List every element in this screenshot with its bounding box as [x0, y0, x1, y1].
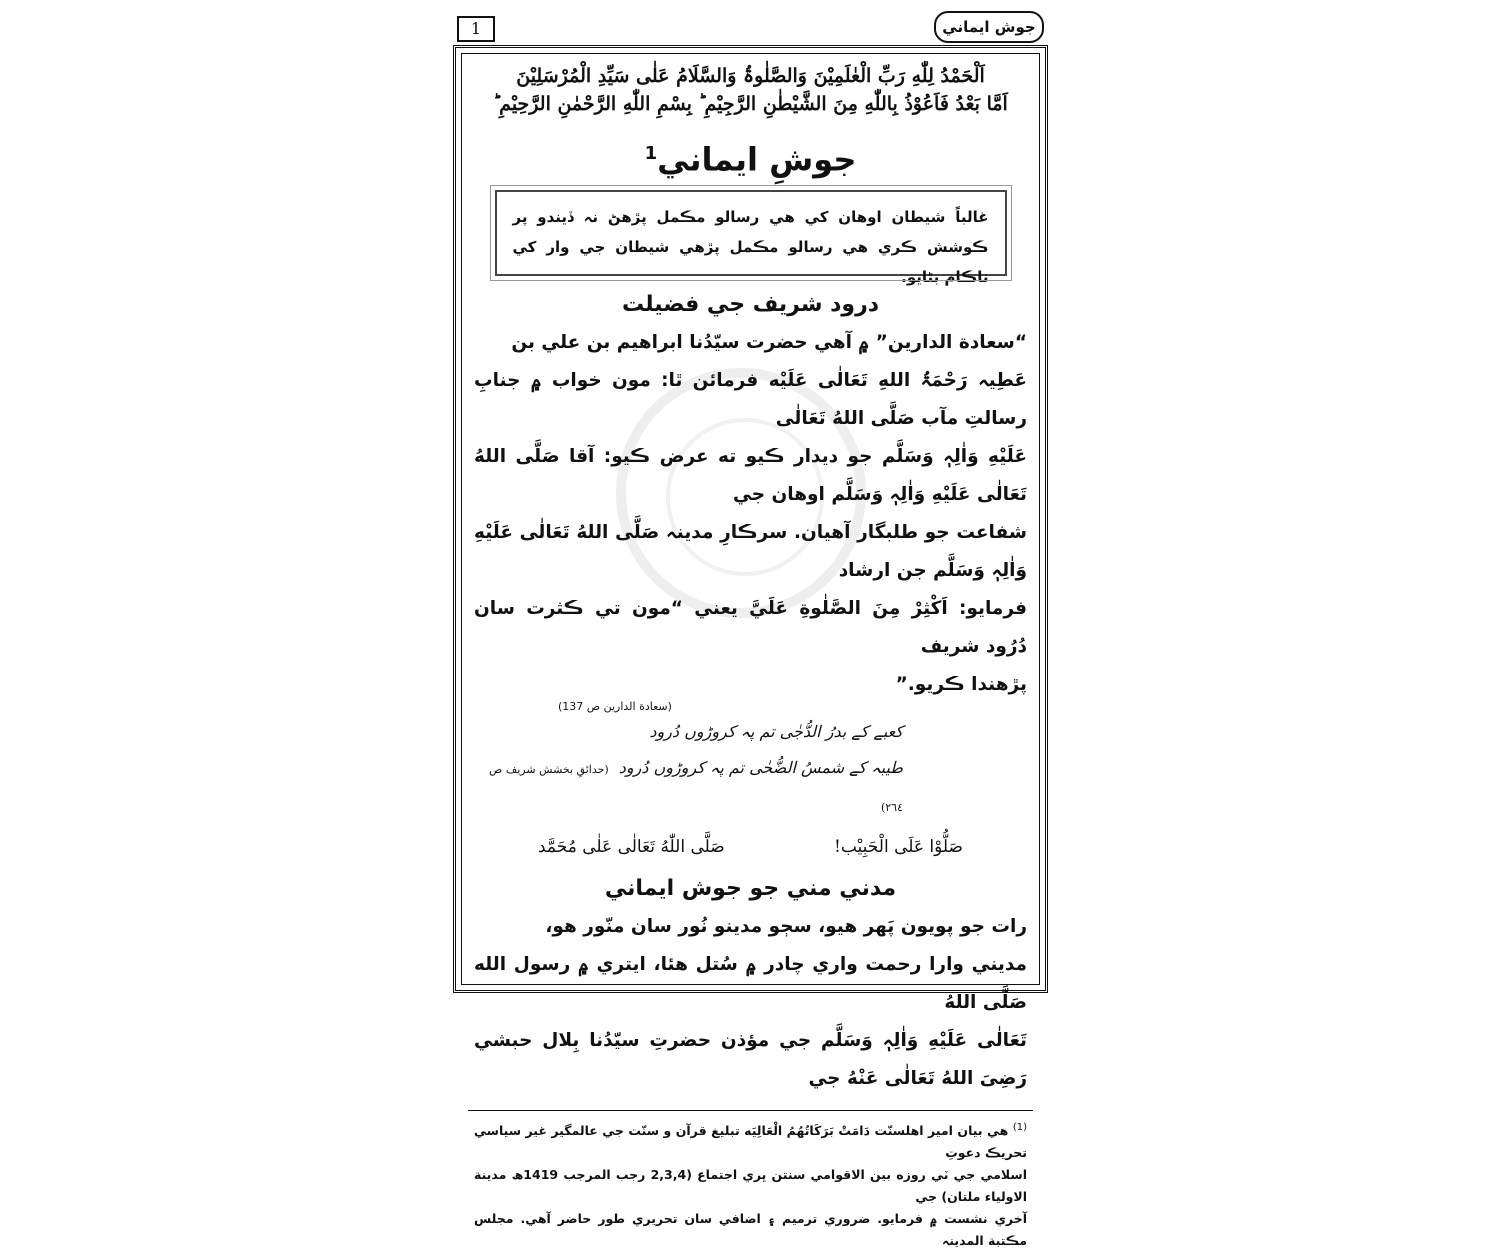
source-citation: (سعادة الدارين ص 137): [558, 700, 672, 713]
notice-box: غالباً شيطان اوهان کي هي رسالو مڪمل پڙهڻ نہ ڏيندو پر ڪوشش ڪري هي رسالو مڪمل پڙهي شيطان جي وار کي ناڪام بڻايو.: [495, 190, 1007, 276]
section-body-durood: [468, 324, 1033, 704]
blessing-right: صَلُّوْا عَلَی الْحَبِیْب!: [834, 837, 963, 857]
verse-line-2: [468, 750, 1033, 826]
verse-line-1: کعبے کے بدرُ الدُّجٰی تم پہ کروڑوں دُرود: [649, 722, 903, 741]
body-line: “سعادة الدارين” ۾ آهي حضرت سيّدُنا ابراهيم بن علي بن: [511, 332, 1027, 353]
book-page: [453, 8, 1048, 1249]
page-number: 1: [457, 16, 495, 42]
page-frame: [453, 45, 1048, 1249]
footnote-divider: [468, 1110, 1033, 1111]
page-content: [468, 58, 1033, 1249]
body-line: پڙهندا ڪريو.”: [895, 674, 1027, 695]
footnote-line-3: آخري نشست ۾ فرمايو. ضروري ترميم ۽ اضافي سان تحريري طور حاضر آهي. مجلس مڪتبة المدينہ: [474, 1211, 1027, 1249]
verse-reference: (حدائقِ بخشش شریف ص ٢٦٤): [489, 763, 903, 814]
section-body-madani: [468, 908, 1033, 1098]
body-line: تَعَالٰی عَلَيْهِ وَاٰلِہٖ وَسَلَّم جي مؤذن حضرتِ سيّدُنا بِلال حبشي رَضِیَ اللهُ تَعَالٰی عَنْهُ جي: [474, 1030, 1027, 1089]
footnote-line-1: هي بيان امير اهلسنّت دَامَتْ بَرَكَاتُهُمُ الْعَالِيَه تبليغ قرآن و سنّت جي عالمگير غير سياسي تحريڪ دعوتِ: [474, 1123, 1027, 1161]
body-line: عَطِيہ رَحْمَۃُ اللهِ تَعَالٰی عَلَیْه فرمائن ٿا: مون خواب ۾ جنابِ رسالتِ مآب صَلَّی اللهُ تَعَالٰی: [474, 370, 1027, 429]
blessing-line: [468, 830, 1033, 864]
title-line: [468, 132, 1033, 180]
title-footnote-mark: 1: [644, 143, 658, 164]
footnote: [468, 1117, 1033, 1252]
body-line: مديني وارا رحمت واري چادر ۾ سُتل هئا، ايتري ۾ رسول الله صَلَّی اللهُ: [474, 954, 1027, 1013]
footnote-line: [474, 1117, 1027, 1164]
page-title-text: جوشِ ايماني: [657, 140, 857, 179]
running-title: جوش ايماني: [934, 11, 1044, 43]
footnote-number: (1): [1012, 1122, 1027, 1133]
page-title: [645, 132, 857, 182]
footnote-line-2: اسلامي جي ٽي روزه بين الاقوامي سنتن ڀري اجتماع (2,3,4 رجب المرجب 1419ھ مدينة الاولياء ملتان) جي: [474, 1167, 1027, 1205]
arabic-opening-line-1: اَلْحَمْدُ لِلّٰهِ رَبِّ الْعٰلَمِیْنَ وَالصَّلٰوۃُ وَالسَّلَامُ عَلٰی سَیِّدِ الْمُرْسَلِیْنَ: [516, 65, 985, 87]
verse-line-2-text: طیبہ کے شمسُ الضُّحٰی تم پہ کروڑوں دُرود: [618, 758, 903, 777]
body-line: رات جو پويون پَهر هيو، سڄو مدينو نُور سان منّور هو،: [545, 916, 1027, 937]
body-line: فرمايو: اَكْثِرْ مِنَ الصَّلٰوةِ عَلَيَّ يعني “مون تي ڪثرت سان دُرُود شريف: [474, 598, 1027, 657]
body-line: شفاعت جو طلبگار آهيان. سرڪارِ مدينہ صَلَّی اللهُ تَعَالٰی عَلَيْهِ وَاٰلِہٖ وَسَلَّم جن ارشاد: [474, 522, 1027, 581]
arabic-opening-line-2: اَمَّا بَعْدُ فَاَعُوْذُ بِاللّٰهِ مِنَ الشَّیْطٰنِ الرَّجِیْمِ ؕ بِسْمِ اللّٰهِ الرَّحْمٰنِ الرَّحِیْمِ ؕ: [493, 93, 1008, 115]
body-line: عَلَيْهِ وَاٰلِہٖ وَسَلَّم جو ديدار ڪيو ته عرض ڪيو: آقا صَلَّی اللهُ تَعَالٰی عَلَيْهِ وَاٰلِہٖ وَسَلَّم اوهان جي: [474, 446, 1027, 505]
section-heading-madani: مدني مني جو جوش ايماني: [604, 876, 897, 901]
section-heading-durood: درود شريف جي فضيلت: [621, 292, 880, 317]
blessing-left: صَلَّی اللّٰهُ تَعَالٰی عَلٰی مُحَمَّد: [538, 837, 725, 857]
